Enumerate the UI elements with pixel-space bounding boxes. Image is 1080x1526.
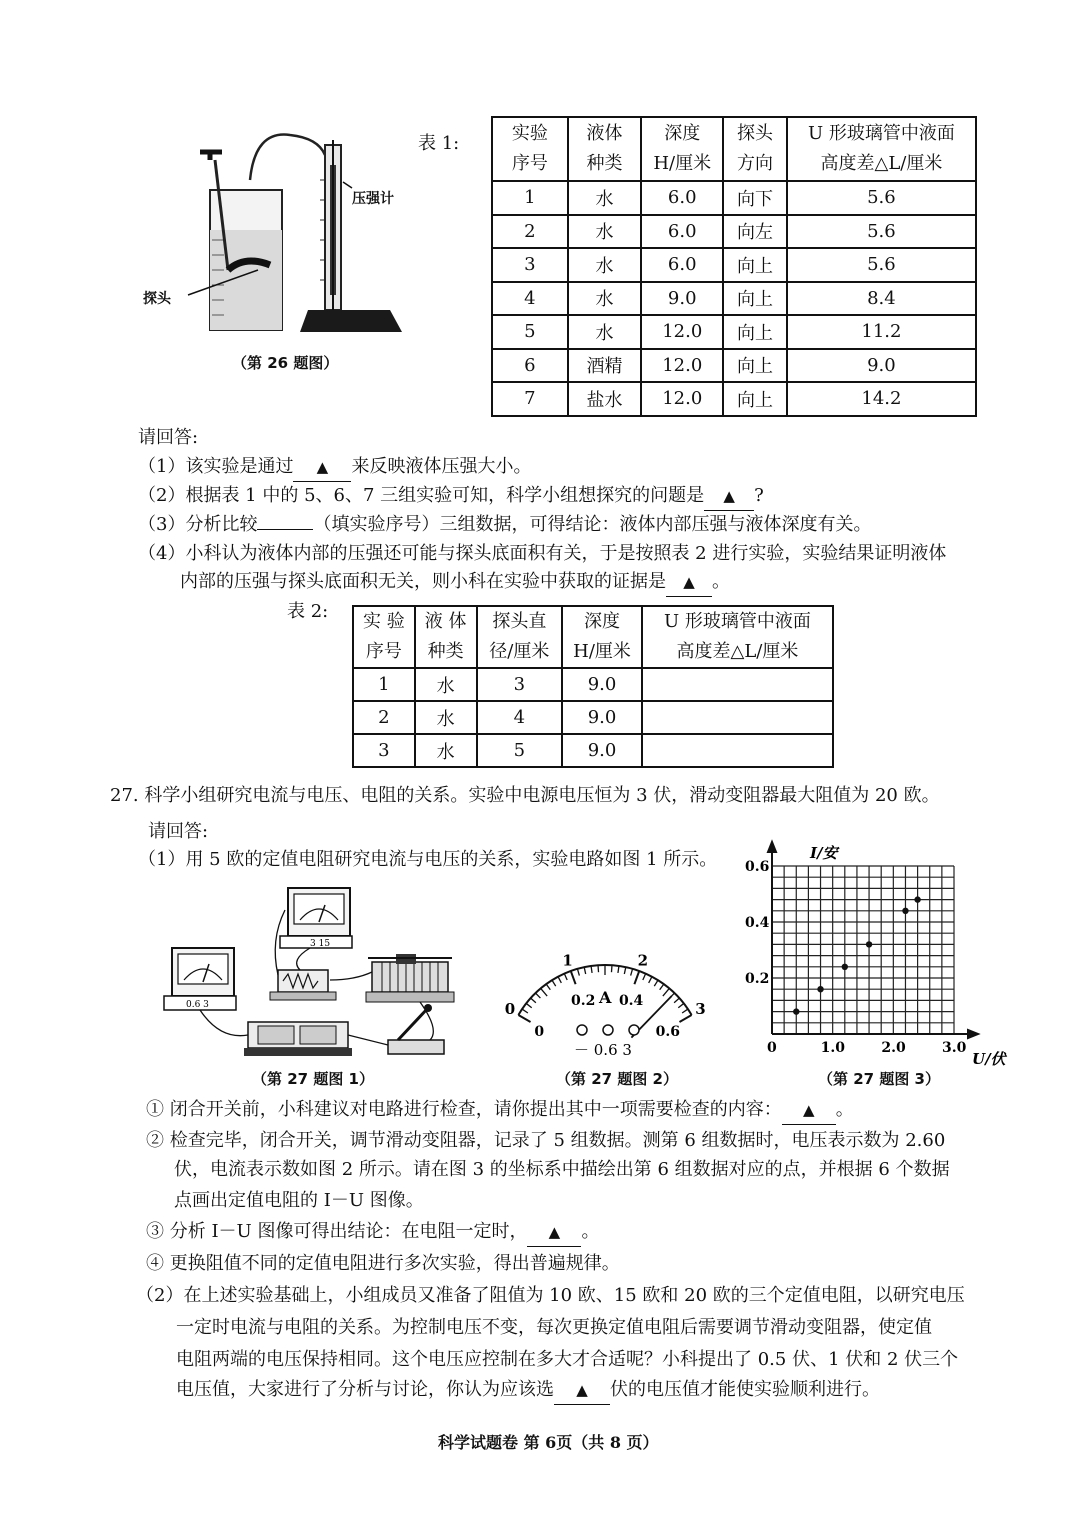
dial-tick xyxy=(634,971,639,984)
q27-item1-blank[interactable] xyxy=(782,1096,836,1125)
dial-tick xyxy=(571,971,576,984)
q26-part2-blank[interactable] xyxy=(704,482,754,511)
table2-header-text: 深度 xyxy=(584,611,621,632)
table1-cell: 12.0 xyxy=(641,382,723,416)
table2-cell: 9.0 xyxy=(562,668,642,701)
q26-part4-blank[interactable] xyxy=(666,568,712,597)
q26-part1-text-b: 来反映液体压强大小。 xyxy=(351,456,532,477)
q26-apparatus-figure xyxy=(140,120,430,350)
dial-tick xyxy=(649,977,652,983)
dial-small-label: 0.4 xyxy=(618,993,644,1010)
table2-cell: 9.0 xyxy=(562,734,642,767)
table2-header-cell xyxy=(562,606,642,668)
dial-tick xyxy=(591,966,592,973)
graph-x-tick-label: 2.0 xyxy=(881,1040,906,1056)
q26-part1-text-a: （1）该实验是通过 xyxy=(138,456,294,477)
table1-cell: 1 xyxy=(492,181,568,215)
table2-header-row xyxy=(353,606,833,668)
q26-part2-text-b: ? xyxy=(754,485,764,506)
q27-fig3-caption: （第 27 题图 3） xyxy=(818,1070,940,1088)
table1-cell: 向上 xyxy=(723,349,787,383)
q26-part4-line2 xyxy=(180,568,730,597)
dial-tick xyxy=(531,998,536,1003)
table1-cell: 9.0 xyxy=(641,282,723,316)
dial-tick xyxy=(643,974,646,980)
blank-triangle-icon: ▲ xyxy=(683,573,695,591)
q27-item3-text-a: ③ 分析 I－U 图像可得出结论：在电阻一定时， xyxy=(146,1221,528,1242)
table2-header-text: 液 体 xyxy=(424,611,467,632)
table1-cell: 5.6 xyxy=(787,248,976,282)
table2-header-text: 高度差△L/厘米 xyxy=(676,641,799,662)
q26-part4-text-c: 。 xyxy=(712,571,730,592)
dial-tick xyxy=(584,967,585,974)
table2-cell: 水 xyxy=(415,734,477,767)
blank-triangle-icon: ▲ xyxy=(316,458,329,476)
table1-cell: 14.2 xyxy=(787,382,976,416)
dial-big-label: 3 xyxy=(695,1000,706,1018)
resistor-icon xyxy=(270,970,336,1000)
table1-cell: 水 xyxy=(568,248,642,282)
dial-tick xyxy=(679,1015,691,1022)
table1-header-cell xyxy=(787,117,976,181)
rheostat-icon xyxy=(366,954,454,1002)
dial-tick xyxy=(546,984,550,990)
q26-part1 xyxy=(138,453,531,482)
q26-part3-text-b: （填实验序号）三组数据，可得结论：液体内部压强与液体深度有关。 xyxy=(313,514,872,535)
q26-part3-text-a: （3）分析比较 xyxy=(138,514,258,535)
table1-header-cell xyxy=(568,117,642,181)
q27-section2-text-e: 伏的电压值才能使实验顺利进行。 xyxy=(610,1379,880,1400)
q27-item1-text-a: ① 闭合开关前，小科建议对电路进行检查，请你提出其中一项需要检查的内容： xyxy=(146,1099,782,1120)
dial-tick xyxy=(522,1009,528,1013)
dial-tick xyxy=(577,969,579,976)
table1-cell: 5.6 xyxy=(787,215,976,249)
table1-cell: 4 xyxy=(492,282,568,316)
dial-small-label: 0.6 xyxy=(655,1024,680,1040)
table1-row xyxy=(492,315,976,349)
q27-circuit-figure xyxy=(160,880,460,1065)
q27-section2-text-d: 电压值，大家进行了分析与讨论，你认为应该选 xyxy=(176,1379,554,1400)
table2-title: 表 2: xyxy=(287,601,329,622)
table1-cell: 5.6 xyxy=(787,181,976,215)
q26-part4-line1: （4）小科认为液体内部的压强还可能与探头底面积有关，于是按照表 2 进行实验，实验结果证明液体 xyxy=(138,543,947,564)
dial-tick xyxy=(558,977,561,983)
dial-tick xyxy=(518,1015,530,1022)
table1-cell: 2 xyxy=(492,215,568,249)
graph-y-tick-label: 0.6 xyxy=(745,859,770,875)
table1 xyxy=(491,116,977,417)
table1-cell: 向上 xyxy=(723,248,787,282)
table1-header-text: 方向 xyxy=(736,153,773,174)
table1-cell: 8.4 xyxy=(787,282,976,316)
table1-cell: 12.0 xyxy=(641,315,723,349)
graph-data-point xyxy=(793,1008,799,1014)
table2-row xyxy=(353,668,833,701)
dial-tick xyxy=(674,998,679,1003)
blank-triangle-icon: ▲ xyxy=(548,1223,561,1241)
graph-data-point xyxy=(866,941,872,947)
table1-header-text: H/厘米 xyxy=(653,153,712,174)
table1-header-row xyxy=(492,117,976,181)
table1-header-text: 深度 xyxy=(664,123,701,144)
table1-cell: 酒精 xyxy=(568,349,642,383)
table2-header-cell xyxy=(642,606,833,668)
table1-cell: 6.0 xyxy=(641,215,723,249)
x-axis-arrow-icon xyxy=(968,1030,978,1038)
q27-item2-line2: 伏，电流表示数如图 2 所示。请在图 3 的坐标系中描绘出第 6 组数据对应的点，并根据 6 个数据 xyxy=(174,1159,950,1180)
table2-cell: 9.0 xyxy=(562,701,642,734)
table1-cell: 向下 xyxy=(723,181,787,215)
q27-section2-line4 xyxy=(176,1376,880,1405)
graph-x-tick-label: 3.0 xyxy=(942,1040,967,1056)
q26-part1-blank[interactable] xyxy=(293,453,351,482)
graph-data-point xyxy=(902,908,908,914)
table1-row xyxy=(492,282,976,316)
pressure-gauge-label: 压强计 xyxy=(352,191,394,207)
table2-cell xyxy=(642,701,833,734)
table1-header-text: U 形玻璃管中液面 xyxy=(807,123,955,144)
table2-header-text: U 形玻璃管中液面 xyxy=(663,611,811,632)
q26-part2-text-a: （2）根据表 1 中的 5、6、7 三组实验可知，科学小组想探究的问题是 xyxy=(138,485,705,506)
table2-row xyxy=(353,734,833,767)
table1-cell: 水 xyxy=(568,181,642,215)
dial-tick xyxy=(526,1003,532,1007)
graph-y-tick-label: 0.2 xyxy=(745,971,770,987)
dial-big-label: 2 xyxy=(637,951,649,970)
graph-x-tick-label: 1.0 xyxy=(820,1040,846,1056)
table2-header-cell xyxy=(353,606,415,668)
table2-cell: 3 xyxy=(353,734,415,767)
table2-cell xyxy=(642,734,833,767)
table2-cell xyxy=(642,668,833,701)
table1-cell: 水 xyxy=(568,215,642,249)
ammeter-unit-label: A xyxy=(599,988,612,1007)
q27-intro: 27. 科学小组研究电流与电压、电阻的关系。实验中电源电压恒为 3 伏，滑动变阻器最大阻值为 20 欧。 xyxy=(110,785,940,806)
q27-item4: ④ 更换阻值不同的定值电阻进行多次实验，得出普遍规律。 xyxy=(146,1253,620,1274)
table1-row xyxy=(492,382,976,416)
dial-tick xyxy=(624,967,625,974)
svg-text:3 15: 3 15 xyxy=(310,939,331,949)
graph-y-tick-label: 0.4 xyxy=(745,915,770,931)
table2-cell: 5 xyxy=(477,734,563,767)
dial-tick xyxy=(536,993,541,998)
table2-header-cell xyxy=(415,606,477,668)
dial-big-label: 0 xyxy=(504,1000,516,1018)
dial-small-label: 0.2 xyxy=(571,993,596,1010)
table2 xyxy=(352,605,834,768)
table2-header-text: 探头直 xyxy=(492,611,547,632)
table1-cell: 水 xyxy=(568,315,642,349)
q27-item3-blank[interactable] xyxy=(527,1218,581,1247)
q27-item1 xyxy=(146,1096,854,1125)
table1-row xyxy=(492,349,976,383)
dial-tick xyxy=(552,980,556,986)
table1-cell: 盐水 xyxy=(568,382,642,416)
page-footer: 科学试题卷 第 6页（共 8 页） xyxy=(438,1433,659,1452)
q27-section1: （1）用 5 欧的定值电阻研究电流与电压的关系，实验电路如图 1 所示。 xyxy=(138,849,718,870)
q27-ammeter-dial xyxy=(490,925,720,1065)
ammeter-icon xyxy=(164,948,236,1010)
graph-x-tick-label: 0 xyxy=(767,1040,777,1056)
table1-cell: 11.2 xyxy=(787,315,976,349)
battery-icon xyxy=(244,1022,352,1056)
dial-tick xyxy=(682,1009,688,1013)
table1-header-cell xyxy=(723,117,787,181)
q27-item3 xyxy=(146,1218,599,1247)
q27-section2-line1: （2）在上述实验基础上，小组成员又准备了阻值为 10 欧、15 欧和 20 欧的三个定值电阻，以研究电压 xyxy=(136,1285,965,1306)
dial-tick xyxy=(678,1003,684,1007)
table1-cell: 6.0 xyxy=(641,181,723,215)
table2-header-text: 种类 xyxy=(427,641,464,662)
table2-header-text: H/厘米 xyxy=(573,641,631,662)
voltmeter-icon xyxy=(280,888,352,949)
dial-tick xyxy=(654,980,658,986)
table1-cell: 向上 xyxy=(723,315,787,349)
dial-big-label: 1 xyxy=(562,951,573,970)
q26-part4-text-b: 内部的压强与探头底面积无关，则小科在实验中获取的证据是 xyxy=(180,571,666,592)
table1-cell: 向左 xyxy=(723,215,787,249)
q26-prompt: 请回答: xyxy=(138,427,199,448)
table1-cell: 3 xyxy=(492,248,568,282)
table1-title: 表 1: xyxy=(418,133,460,154)
table1-header-text: 实验 xyxy=(511,123,548,144)
table1-header-text: 高度差△L/厘米 xyxy=(820,153,943,174)
table2-cell: 4 xyxy=(477,701,563,734)
q27-iu-graph xyxy=(740,838,1040,1070)
table1-header-cell xyxy=(492,117,568,181)
q27-section2-line3: 电阻两端的电压保持相同。这个电压应控制在多大才合适呢？小科提出了 0.5 伏、1 伏和 2 伏三个 xyxy=(176,1349,959,1370)
table2-cell: 水 xyxy=(415,668,477,701)
q27-item2-line3: 点画出定值电阻的 I－U 图像。 xyxy=(174,1190,424,1211)
q26-part2 xyxy=(138,482,764,511)
table1-header-cell xyxy=(641,117,723,181)
graph-data-point xyxy=(842,964,848,970)
dial-tick xyxy=(618,966,619,973)
table2-header-cell xyxy=(477,606,563,668)
dial-tick xyxy=(541,988,547,996)
q26-figure-caption: （第 26 题图） xyxy=(232,354,339,372)
q27-item2-line1: ② 检查完毕，闭合开关，调节滑动变阻器，记录了 5 组数据。测第 6 组数据时，电压表示数为 2.60 xyxy=(146,1130,946,1151)
table2-header-text: 径/厘米 xyxy=(489,641,550,662)
q27-section2-blank[interactable] xyxy=(554,1376,610,1405)
table1-header-text: 液体 xyxy=(586,123,623,144)
q27-fig1-caption: （第 27 题图 1） xyxy=(252,1070,374,1088)
table1-header-text: 序号 xyxy=(511,153,548,174)
dial-tick xyxy=(663,988,669,996)
graph-data-point xyxy=(914,896,920,902)
table2-cell: 3 xyxy=(477,668,563,701)
dial-small-label: 0 xyxy=(534,1024,545,1040)
table1-cell: 6 xyxy=(492,349,568,383)
table1-cell: 向上 xyxy=(723,382,787,416)
svg-text:0.6 3: 0.6 3 xyxy=(186,1000,209,1010)
table1-cell: 7 xyxy=(492,382,568,416)
table1-cell: 向上 xyxy=(723,282,787,316)
blank-triangle-icon: ▲ xyxy=(802,1101,815,1119)
switch-icon xyxy=(388,1004,444,1054)
q27-section2-line2: 一定时电流与电阻的关系。为控制电压不变，每次更换定值电阻后需要调节滑动变阻器，使定值 xyxy=(176,1317,932,1338)
table1-cell: 6.0 xyxy=(641,248,723,282)
table2-row xyxy=(353,701,833,734)
table2-cell: 2 xyxy=(353,701,415,734)
dial-tick xyxy=(660,984,664,990)
table2-cell: 1 xyxy=(353,668,415,701)
table1-cell: 5 xyxy=(492,315,568,349)
table1-row xyxy=(492,181,976,215)
table1-header-text: 种类 xyxy=(586,153,623,174)
probe-label: 探头 xyxy=(143,291,171,307)
q27-item1-text-b: 。 xyxy=(835,1099,854,1120)
q26-part3-blank[interactable] xyxy=(257,529,313,530)
ammeter-terminal-labels: － 0.6 3 xyxy=(574,1041,632,1059)
dial-tick xyxy=(631,969,633,976)
graph-x-axis-label: U/伏 xyxy=(972,1050,1006,1068)
table1-cell: 水 xyxy=(568,282,642,316)
table2-header-text: 实 验 xyxy=(363,611,405,632)
table1-row xyxy=(492,248,976,282)
graph-data-point xyxy=(817,986,823,992)
table1-row xyxy=(492,215,976,249)
table1-cell: 12.0 xyxy=(641,349,723,383)
q27-prompt: 请回答: xyxy=(148,821,209,842)
table2-header-text: 序号 xyxy=(365,641,402,662)
table1-cell: 9.0 xyxy=(787,349,976,383)
ammeter-terminals xyxy=(577,1025,639,1035)
blank-triangle-icon: ▲ xyxy=(576,1381,588,1399)
y-axis-arrow-icon xyxy=(768,842,776,852)
dial-tick xyxy=(564,974,567,980)
blank-triangle-icon: ▲ xyxy=(723,487,735,505)
q26-part3 xyxy=(138,511,871,539)
q27-fig2-caption: （第 27 题图 2） xyxy=(556,1070,678,1088)
table1-header-text: 探头 xyxy=(736,123,773,144)
table2-cell: 水 xyxy=(415,701,477,734)
graph-y-axis-label: I/安 xyxy=(810,844,838,862)
q27-item3-text-b: 。 xyxy=(581,1221,600,1242)
